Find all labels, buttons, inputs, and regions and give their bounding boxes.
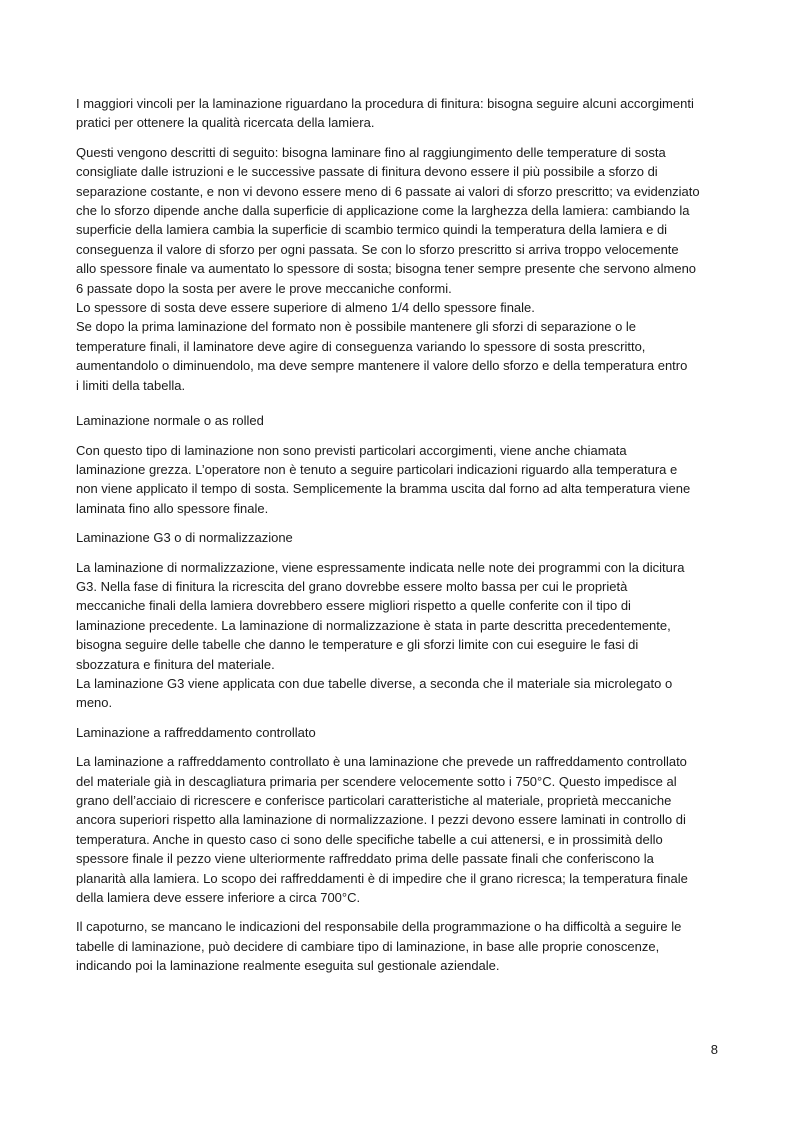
text-line: i limiti della tabella. [76, 377, 186, 393]
text-line: indicando poi la laminazione realmente eseguita sul gestionale aziendale. [76, 958, 500, 974]
paragraph-as-rolled [76, 441, 724, 519]
text-line: spessore finale il pezzo viene ulteriormente raffreddato prima delle passate finali che conferiscono la [76, 851, 654, 867]
text-line: della lamiera deve essere inferiore a circa 700°C. [76, 890, 361, 906]
text-line: del materiale già in descagliatura primaria per scendere velocemente sotto i 750°C. Questo impedisce al [76, 773, 677, 789]
paragraph-shift-supervisor [76, 917, 724, 975]
text-line: pratici per ottenere la qualità ricercata della lamiera. [76, 115, 375, 131]
text-line: La laminazione di normalizzazione, viene espressamente indicata nelle note dei programmi con la dicitura [76, 559, 685, 575]
text-line: temperatura. Anche in questo caso ci sono delle specifiche tabelle a cui attenersi, e in prossimità dello [76, 831, 663, 847]
section-heading-g3: Laminazione G3 o di normalizzazione [76, 530, 293, 546]
text-line: I maggiori vincoli per la laminazione riguardano la procedura di finitura: bisogna seguire alcuni accorgimenti [76, 96, 694, 111]
text-line: 6 passate dopo la sosta per avere le prove meccaniche conformi. [76, 280, 452, 296]
text-line: superficie della lamiera cambia la superficie di scambio termico quindi la temperatura della lamiera e di [76, 222, 668, 238]
text-line: conseguenza il valore di sforzo per ogni passata. Se con lo sforzo prescritto si arriva troppo velocemente [76, 241, 679, 257]
text-line: meccaniche finali della lamiera dovrebbero essere migliori rispetto a quelle conferite con il tipo di [76, 598, 631, 614]
page-number: 8 [710, 1042, 718, 1057]
paragraph-finishing-procedure [76, 143, 724, 395]
section-heading-controlled-cooling: Laminazione a raffreddamento controllato [76, 724, 316, 740]
text-line: La laminazione G3 viene applicata con due tabelle diverse, a seconda che il materiale sia microlegato o [76, 675, 673, 691]
text-line: La laminazione a raffreddamento controllato è una laminazione che prevede un raffreddamento controllato [76, 754, 687, 770]
text-line: planarità alla lamiera. Lo scopo dei raffreddamenti è di impedire che il grano ricresca; la temperatura finale [76, 870, 688, 886]
document-page [76, 94, 724, 986]
paragraph-g3 [76, 558, 724, 713]
text-line: laminata fino allo spessore finale. [76, 500, 269, 516]
text-line: allo spessore finale va aumentato lo spessore di sosta; bisogna tener sempre presente che servono almeno [76, 261, 697, 277]
text-line: che lo sforzo dipende anche dalla superficie di applicazione come la larghezza della lamiera: cambiando la [76, 203, 690, 219]
text-line: laminazione precedente. La laminazione di normalizzazione è stata in parte descritta precedentemente, [76, 617, 671, 633]
text-line: consigliate dalle istruzioni e le successive passate di finitura devono essere il più possibile a sforzo di [76, 164, 658, 180]
text-line: laminazione grezza. L’operatore non è tenuto a seguire particolari indicazioni riguardo alla temperatura e [76, 461, 678, 477]
text-line: tabelle di laminazione, può decidere di cambiare tipo di laminazione, in base alle proprie conoscenze, [76, 938, 660, 954]
text-line: sbozzatura e finitura del materiale. [76, 656, 275, 672]
text-line: meno. [76, 695, 113, 711]
text-line: Lo spessore di sosta deve essere superiore di almeno 1/4 dello spessore finale. [76, 300, 535, 316]
text-line: aumentandolo o diminuendolo, ma deve sempre mantenere il valore dello sforzo e della temperatura entro [76, 358, 688, 374]
text-line: Il capoturno, se mancano le indicazioni del responsabile della programmazione o ha difficoltà a seguire le [76, 919, 682, 935]
text-line: Questi vengono descritti di seguito: bisogna laminare fino al raggiungimento delle temperature di sosta [76, 144, 666, 160]
paragraph-intro [76, 94, 724, 133]
text-line: G3. Nella fase di finitura la ricrescita del grano dovrebbe essere molto bassa per cui le proprietà [76, 578, 628, 594]
text-line: non viene applicato il tempo di sosta. Semplicemente la bramma uscita dal forno ad alta temperatura viene [76, 481, 691, 497]
paragraph-controlled-cooling [76, 752, 724, 907]
text-line: temperature finali, il laminatore deve agire di conseguenza variando lo spessore di sosta prescritto, [76, 338, 646, 354]
section-heading-as-rolled: Laminazione normale o as rolled [76, 413, 264, 429]
text-line: bisogna seguire delle tabelle che danno le temperature e gli sforzi limite con cui eseguire le fasi di [76, 637, 639, 653]
text-line: ancora superiori rispetto alla laminazione di normalizzazione. I pezzi devono essere laminati in controllo di [76, 812, 686, 828]
text-line: Se dopo la prima laminazione del formato non è possibile mantenere gli sforzi di separazione o le [76, 319, 637, 335]
text-line: Con questo tipo di laminazione non sono previsti particolari accorgimenti, viene anche chiamata [76, 442, 627, 458]
text-line: separazione costante, e non vi devono essere meno di 6 passate ai valori di sforzo prescritto; va evidenziato [76, 183, 700, 199]
text-line: grano dell’acciaio di ricrescere e conferisce particolari caratteristiche al materiale, proprietà meccaniche [76, 793, 672, 808]
